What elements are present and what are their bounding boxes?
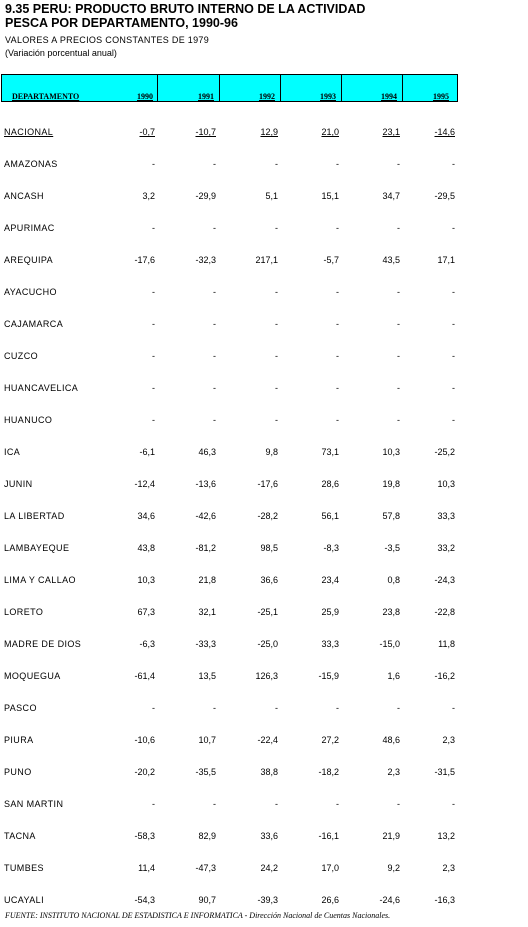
value-cell: - (336, 703, 339, 713)
value-cell: - (152, 703, 155, 713)
value-cell: 3,2 (142, 191, 155, 201)
value-cell: -13,6 (195, 479, 216, 489)
value-cell: - (213, 319, 216, 329)
value-cell: -33,3 (195, 639, 216, 649)
value-cell: -0,7 (139, 127, 155, 137)
department-name: AYACUCHO (4, 287, 57, 297)
value-cell: - (152, 799, 155, 809)
value-cell: 34,7 (382, 191, 400, 201)
value-cell: - (336, 223, 339, 233)
value-cell: - (397, 319, 400, 329)
table-row (0, 637, 528, 651)
department-name: PIURA (4, 735, 34, 745)
page-title (5, 2, 365, 30)
value-cell: 33,6 (260, 831, 278, 841)
value-cell: 2,3 (387, 767, 400, 777)
value-cell: 126,3 (255, 671, 278, 681)
value-cell: -16,1 (318, 831, 339, 841)
value-cell: - (275, 703, 278, 713)
table-row (0, 509, 528, 523)
value-cell: 21,0 (321, 127, 339, 137)
value-cell: - (397, 703, 400, 713)
value-cell: 33,3 (437, 511, 455, 521)
department-name: APURIMAC (4, 223, 55, 233)
value-cell: 23,8 (382, 607, 400, 617)
value-cell: -6,3 (139, 639, 155, 649)
header-divider (157, 75, 158, 101)
department-name: LORETO (4, 607, 44, 617)
table-row (0, 701, 528, 715)
value-cell: -5,7 (323, 255, 339, 265)
value-cell: 90,7 (198, 895, 216, 905)
table-row (0, 733, 528, 747)
header-divider (219, 75, 220, 101)
value-cell: 2,3 (442, 863, 455, 873)
department-name: CUZCO (4, 351, 38, 361)
source-footnote: FUENTE: INSTITUTO NACIONAL DE ESTADISTICA E INFORMATICA - Dirección Nacional de Cuentas Nacionales. (5, 911, 391, 920)
value-cell: - (152, 159, 155, 169)
value-cell: -32,3 (195, 255, 216, 265)
value-cell: 33,3 (321, 639, 339, 649)
table-row (0, 541, 528, 555)
table-row (0, 349, 528, 363)
value-cell: 24,2 (260, 863, 278, 873)
subtitle-variation: (Variación porcentual anual) (5, 48, 117, 58)
value-cell: -8,3 (323, 543, 339, 553)
value-cell: 23,4 (321, 575, 339, 585)
department-name: SAN MARTIN (4, 799, 64, 809)
value-cell: -47,3 (195, 863, 216, 873)
table-header (1, 74, 458, 102)
department-name: ICA (4, 447, 21, 457)
department-name: AREQUIPA (4, 255, 54, 265)
value-cell: 57,8 (382, 511, 400, 521)
value-cell: - (213, 351, 216, 361)
value-cell: - (336, 287, 339, 297)
value-cell: 10,7 (198, 735, 216, 745)
value-cell: 46,3 (198, 447, 216, 457)
table-row (0, 413, 528, 427)
subtitle-values: VALORES A PRECIOS CONSTANTES DE 1979 (5, 35, 210, 45)
value-cell: 11,4 (138, 863, 155, 873)
value-cell: - (152, 351, 155, 361)
department-name: TACNA (4, 831, 36, 841)
value-cell: -18,2 (318, 767, 339, 777)
value-cell: - (397, 415, 400, 425)
table-row (0, 285, 528, 299)
table-row (0, 317, 528, 331)
header-year: 1991 (198, 92, 214, 101)
department-name: MOQUEGUA (4, 671, 61, 681)
department-name: LIMA Y CALLAO (4, 575, 76, 585)
value-cell: -6,1 (139, 447, 155, 457)
value-cell: - (152, 223, 155, 233)
value-cell: 43,5 (382, 255, 400, 265)
value-cell: - (452, 799, 455, 809)
table-row (0, 189, 528, 203)
value-cell: 23,1 (382, 127, 400, 137)
value-cell: -10,6 (134, 735, 155, 745)
value-cell: - (452, 159, 455, 169)
value-cell: -15,0 (379, 639, 400, 649)
value-cell: - (452, 287, 455, 297)
department-name: TUMBES (4, 863, 44, 873)
header-departamento: DEPARTAMENTO (12, 92, 80, 101)
header-year: 1992 (259, 92, 275, 101)
value-cell: 28,6 (321, 479, 339, 489)
value-cell: -42,6 (195, 511, 216, 521)
department-name: LA LIBERTAD (4, 511, 65, 521)
table-row (0, 669, 528, 683)
value-cell: - (397, 287, 400, 297)
value-cell: 17,0 (321, 863, 339, 873)
header-year: 1993 (320, 92, 336, 101)
department-name: ANCASH (4, 191, 44, 201)
header-year: 1995 (433, 92, 449, 101)
value-cell: -25,1 (257, 607, 278, 617)
value-cell: 17,1 (437, 255, 455, 265)
value-cell: 25,9 (321, 607, 339, 617)
value-cell: -16,3 (434, 895, 455, 905)
value-cell: - (152, 287, 155, 297)
value-cell: - (397, 383, 400, 393)
value-cell: -25,2 (434, 447, 455, 457)
header-divider (341, 75, 342, 101)
table-row (0, 605, 528, 619)
table-row (0, 221, 528, 235)
value-cell: - (275, 319, 278, 329)
department-name: PASCO (4, 703, 37, 713)
value-cell: -20,2 (134, 767, 155, 777)
value-cell: -31,5 (434, 767, 455, 777)
value-cell: - (452, 415, 455, 425)
department-name: JUNIN (4, 479, 33, 489)
value-cell: - (336, 159, 339, 169)
header-year: 1994 (381, 92, 397, 101)
value-cell: 9,8 (265, 447, 278, 457)
header-year: 1990 (137, 92, 153, 101)
value-cell: - (452, 703, 455, 713)
value-cell: 1,6 (387, 671, 400, 681)
value-cell: - (397, 351, 400, 361)
value-cell: - (213, 799, 216, 809)
value-cell: - (213, 287, 216, 297)
value-cell: -54,3 (134, 895, 155, 905)
title-line-2: PESCA POR DEPARTAMENTO, 1990-96 (5, 16, 238, 30)
value-cell: 56,1 (321, 511, 339, 521)
department-name: NACIONAL (4, 127, 54, 137)
value-cell: -35,5 (195, 767, 216, 777)
value-cell: - (397, 799, 400, 809)
value-cell: 26,6 (321, 895, 339, 905)
table-row (0, 157, 528, 171)
value-cell: -17,6 (257, 479, 278, 489)
value-cell: -12,4 (134, 479, 155, 489)
table-row (0, 765, 528, 779)
value-cell: -29,5 (434, 191, 455, 201)
value-cell: - (336, 799, 339, 809)
value-cell: 2,3 (442, 735, 455, 745)
department-name: CAJAMARCA (4, 319, 64, 329)
value-cell: - (336, 415, 339, 425)
value-cell: 13,5 (198, 671, 216, 681)
value-cell: 67,3 (137, 607, 155, 617)
value-cell: 48,6 (382, 735, 400, 745)
value-cell: -58,3 (134, 831, 155, 841)
value-cell: 98,5 (260, 543, 278, 553)
table-row (0, 829, 528, 843)
value-cell: -24,6 (379, 895, 400, 905)
value-cell: - (213, 383, 216, 393)
table-row (0, 445, 528, 459)
value-cell: 21,9 (382, 831, 400, 841)
table-row (0, 381, 528, 395)
value-cell: -10,7 (195, 127, 216, 137)
value-cell: 10,3 (437, 479, 455, 489)
value-cell: -17,6 (134, 255, 155, 265)
value-cell: -29,9 (195, 191, 216, 201)
value-cell: - (336, 383, 339, 393)
value-cell: 9,2 (387, 863, 400, 873)
value-cell: - (452, 319, 455, 329)
value-cell: 38,8 (260, 767, 278, 777)
department-name: HUANUCO (4, 415, 53, 425)
value-cell: - (452, 383, 455, 393)
value-cell: - (452, 223, 455, 233)
header-divider (402, 75, 403, 101)
value-cell: - (397, 159, 400, 169)
table-row (0, 797, 528, 811)
value-cell: -14,6 (434, 127, 455, 137)
value-cell: 36,6 (260, 575, 278, 585)
value-cell: -28,2 (257, 511, 278, 521)
value-cell: -16,2 (434, 671, 455, 681)
value-cell: - (152, 383, 155, 393)
value-cell: 82,9 (198, 831, 216, 841)
value-cell: - (275, 287, 278, 297)
value-cell: -3,5 (384, 543, 400, 553)
value-cell: 43,8 (137, 543, 155, 553)
value-cell: - (275, 383, 278, 393)
department-name: AMAZONAS (4, 159, 58, 169)
table-row (0, 253, 528, 267)
value-cell: - (213, 415, 216, 425)
value-cell: - (152, 415, 155, 425)
value-cell: 32,1 (198, 607, 216, 617)
table-row-nacional (0, 125, 528, 139)
value-cell: - (275, 351, 278, 361)
value-cell: 13,2 (437, 831, 455, 841)
value-cell: - (336, 319, 339, 329)
value-cell: -22,8 (434, 607, 455, 617)
value-cell: -25,0 (257, 639, 278, 649)
department-name: UCAYALI (4, 895, 44, 905)
value-cell: - (152, 319, 155, 329)
value-cell: 33,2 (437, 543, 455, 553)
header-divider (280, 75, 281, 101)
value-cell: 73,1 (321, 447, 339, 457)
value-cell: -15,9 (318, 671, 339, 681)
value-cell: -22,4 (257, 735, 278, 745)
value-cell: - (275, 223, 278, 233)
table-row (0, 861, 528, 875)
value-cell: 21,8 (198, 575, 216, 585)
table-row (0, 573, 528, 587)
value-cell: -61,4 (134, 671, 155, 681)
value-cell: - (452, 351, 455, 361)
table-row (0, 477, 528, 491)
value-cell: - (213, 223, 216, 233)
value-cell: - (275, 415, 278, 425)
department-name: MADRE DE DIOS (4, 639, 82, 649)
value-cell: -39,3 (257, 895, 278, 905)
value-cell: 0,8 (387, 575, 400, 585)
value-cell: - (397, 223, 400, 233)
title-line-1: 9.35 PERU: PRODUCTO BRUTO INTERNO DE LA ACTIVIDAD (5, 2, 366, 16)
value-cell: -24,3 (434, 575, 455, 585)
value-cell: 11,8 (438, 639, 455, 649)
value-cell: 12,9 (260, 127, 278, 137)
value-cell: - (336, 351, 339, 361)
value-cell: 217,1 (255, 255, 278, 265)
value-cell: - (213, 703, 216, 713)
department-name: HUANCAVELICA (4, 383, 79, 393)
table-row (0, 893, 528, 907)
value-cell: - (275, 799, 278, 809)
department-name: PUNO (4, 767, 32, 777)
value-cell: 15,1 (321, 191, 339, 201)
value-cell: 19,8 (382, 479, 400, 489)
value-cell: -81,2 (195, 543, 216, 553)
value-cell: 5,1 (265, 191, 278, 201)
value-cell: 10,3 (382, 447, 400, 457)
value-cell: - (213, 159, 216, 169)
value-cell: 34,6 (137, 511, 155, 521)
value-cell: - (275, 159, 278, 169)
value-cell: 27,2 (321, 735, 339, 745)
value-cell: 10,3 (137, 575, 155, 585)
department-name: LAMBAYEQUE (4, 543, 70, 553)
